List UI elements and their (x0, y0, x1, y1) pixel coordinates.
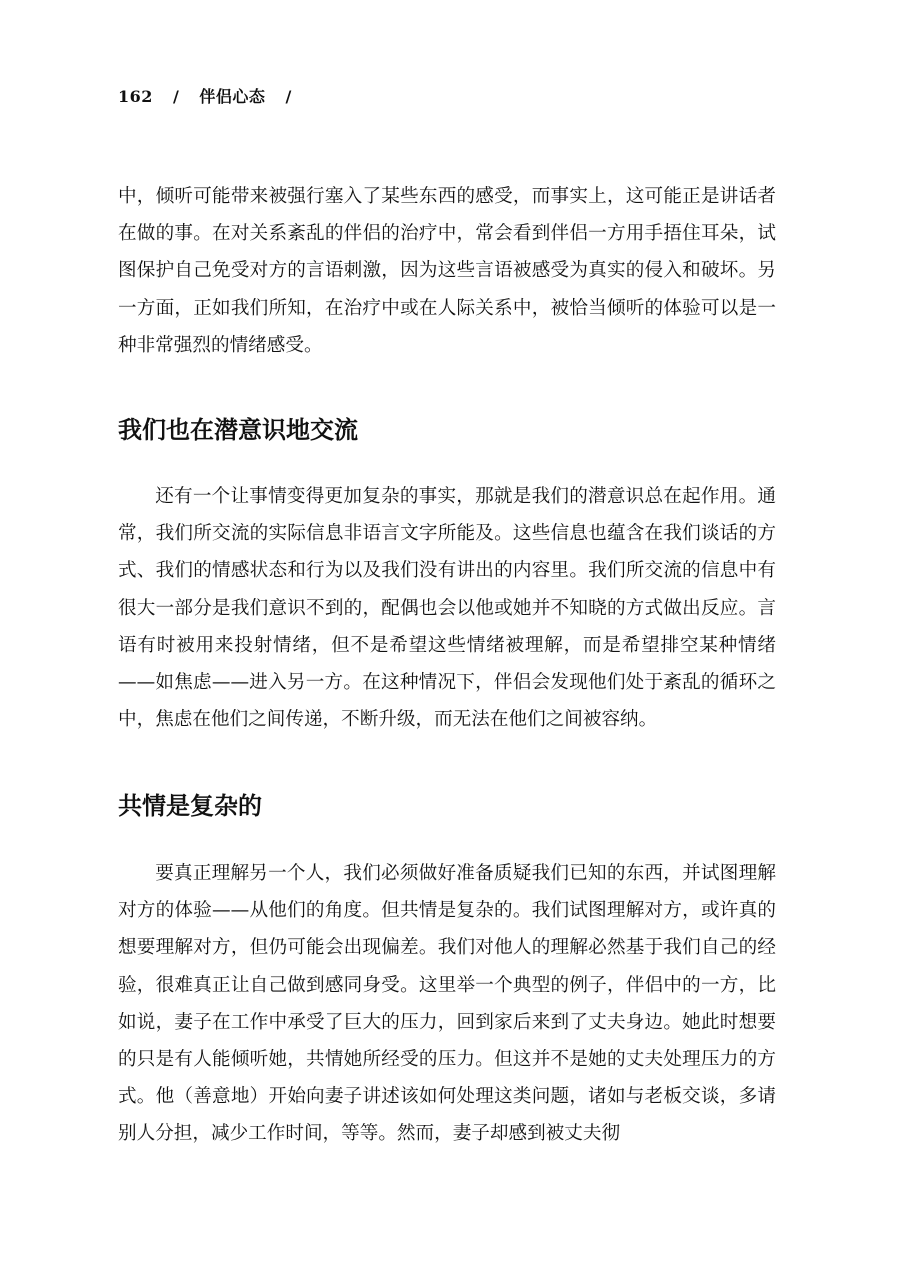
paragraph-block-3 (118, 855, 776, 1153)
book-title: 伴侣心态 (199, 87, 266, 106)
header-separator-right: / (285, 87, 292, 106)
paragraph-block-2 (118, 478, 776, 738)
section-heading-unconscious: 我们也在潜意识地交流 (118, 416, 358, 444)
paragraph-continued: 中，倾听可能带来被强行塞入了某些东西的感受，而事实上，这可能正是讲话者在做的事。在对关系紊乱的伴侣的治疗中，常会看到伴侣一方用手捂住耳朵，试图保护自己免受对方的言语刺激，因为这些言语被感受为真实的侵入和破坏。另一方面，正如我们所知，在治疗中或在人际关系中，被恰当倾听的体验可以是一种非常强烈的情绪感受。 (118, 186, 776, 356)
paragraph-block-1 (118, 178, 776, 364)
page-number: 162 (118, 87, 153, 106)
running-header (118, 84, 306, 107)
header-separator-left: / (172, 87, 180, 106)
paragraph-unconscious: 还有一个让事情变得更加复杂的事实，那就是我们的潜意识总在起作用。通常，我们所交流的实际信息非语言文字所能及。这些信息也蕴含在我们谈话的方式、我们的情感状态和行为以及我们没有讲出的内容里。我们所交流的信息中有很大一部分是我们意识不到的，配偶也会以他或她并不知晓的方式做出反应。言语有时被用来投射情绪，但不是希望这些情绪被理解，而是希望排空某种情绪——如焦虑——进入另一方。在这种情况下，伴侣会发现他们处于紊乱的循环之中，焦虑在他们之间传递，不断升级，而无法在他们之间被容纳。 (118, 486, 776, 731)
paragraph-empathy: 要真正理解另一个人，我们必须做好准备质疑我们已知的东西，并试图理解对方的体验——从他们的角度。但共情是复杂的。我们试图理解对方，或许真的想要理解对方，但仍可能会出现偏差。我们对他人的理解必然基于我们自己的经验，很难真正让自己做到感同身受。这里举一个典型的例子，伴侣中的一方，比如说，妻子在工作中承受了巨大的压力，回到家后来到了丈夫身边。她此时想要的只是有人能倾听她，共情她所经受的压力。但这并不是她的丈夫处理压力的方式。他（善意地）开始向妻子讲述该如何处理这类问题，诸如与老板交谈，多请别人分担，减少工作时间，等等。然而，妻子却感到被丈夫彻 (118, 863, 776, 1145)
section-heading-empathy: 共情是复杂的 (118, 792, 262, 820)
